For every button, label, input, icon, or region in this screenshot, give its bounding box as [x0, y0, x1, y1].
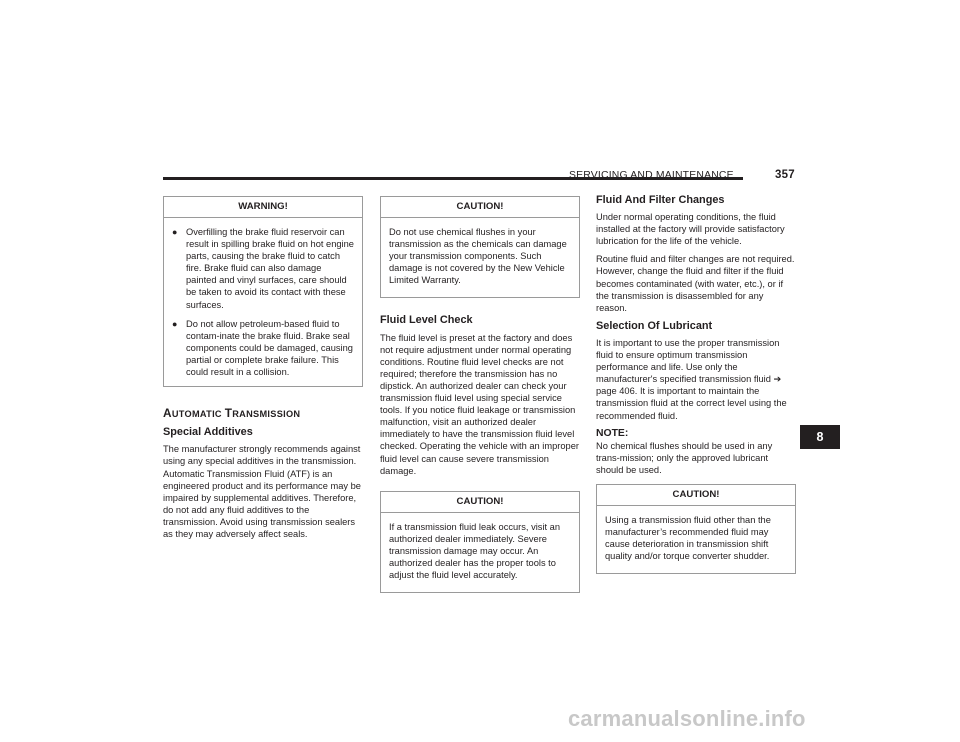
watermark: carmanualsonline.info	[568, 706, 806, 731]
caution-box-2	[380, 491, 580, 593]
warning-bullet	[172, 226, 354, 311]
warning-bullet	[172, 318, 354, 378]
caution-title: CAUTION!	[597, 485, 795, 506]
arrow-icon: ➔	[770, 374, 782, 385]
warning-bullet-text: Do not allow petroleum-based fluid to contam-inate the brake fluid. Brake seal components could be damaged, causing partial or complete brake failure. This could result in a collision.	[186, 318, 353, 378]
special-additives-body: The manufacturer strongly recommends against using any special additives in the transmission. Automatic Transmission Fluid (ATF) is an engineered product and its performance may be impaired by supplemental additives. Therefore, do not add any fluid additives to the transmission. Avoid using transmission sealers as they may adversely affect seals.	[163, 444, 361, 539]
section-title: SERVICING AND MAINTENANCE	[569, 170, 734, 181]
fluid-filter-body-1: Under normal operating conditions, the fluid installed at the factory will provide satisfactory lubrication for the life of the vehicle.	[596, 212, 785, 247]
warning-bullet-text: Overfilling the brake fluid reservoir can result in spilling brake fluid on hot engine parts, causing the brake fluid to catch fire. Brake fluid can also damage painted and vinyl surfaces, care should be taken to avoid its contact with these surfaces.	[186, 227, 354, 310]
bullet-icon: ●	[172, 227, 178, 237]
page-reference-link[interactable]: page 406	[596, 386, 635, 397]
caution-body: Do not use chemical flushes in your transmission as the chemicals can damage your transmission components. Such damage is not covered by the New Vehicle Limited Warranty.	[389, 227, 567, 286]
right-column	[596, 194, 796, 574]
bullet-icon: ●	[172, 318, 178, 329]
special-additives-heading: Special Additives	[163, 426, 253, 439]
warning-box	[163, 196, 363, 387]
fluid-level-body: The fluid level is preset at the factory and does not require adjustment under normal operating conditions. Routine fluid level checks are not required; therefore the transmission has no dipstick. An authorized dealer can check your transmission fluid level using special service tools. If you notice fluid leakage or transmission malfunction, visit an authorized dealer immediately to have the transmission fluid level checked. Operating the vehicle with an improper fluid level can cause severe transmission damage.	[380, 332, 579, 476]
lubricant-body: It is important to use the proper transmission fluid to ensure optimum transmission performance and life. Use only the manufacturer's specified transmission fluid ➔ page 406. It is important to maintain the transmission fluid at the correct level using the recommended fluid.	[596, 337, 787, 421]
fluid-filter-body-2: Routine fluid and filter changes are not required. However, change the fluid and filter if the fluid becomes contaminated (with water, etc.), or if the transmission is disassembled for any reason.	[596, 254, 795, 313]
warning-title: WARNING!	[164, 197, 362, 218]
fluid-filter-heading: Fluid And Filter Changes	[596, 194, 725, 206]
page-number: 357	[775, 169, 795, 181]
lubricant-heading: Selection Of Lubricant	[596, 319, 713, 332]
running-head	[569, 169, 795, 181]
note-label: NOTE:	[596, 427, 629, 439]
caution-box-1	[380, 196, 580, 298]
caution-title: CAUTION!	[381, 197, 579, 218]
left-column	[163, 196, 363, 546]
caution-body: If a transmission fluid leak occurs, visit an authorized dealer immediately. Severe transmission damage may occur. An authorized dealer has the proper tools to adjust the fluid level accurately.	[389, 521, 561, 581]
caution-body: Using a transmission fluid other than the manufacturer’s recommended fluid may cause deterioration in transmission shift quality and/or torque converter shudder.	[605, 514, 771, 562]
chapter-tab: 8	[800, 425, 840, 449]
section-heading: AUTOMATIC TRANSMISSION	[163, 406, 301, 421]
caution-box-3	[596, 484, 796, 574]
fluid-level-heading: Fluid Level Check	[380, 314, 473, 327]
caution-title: CAUTION!	[381, 492, 579, 513]
middle-column	[380, 196, 580, 593]
note-body: No chemical flushes should be used in any trans-mission; only the approved lubricant should be used.	[596, 440, 773, 475]
